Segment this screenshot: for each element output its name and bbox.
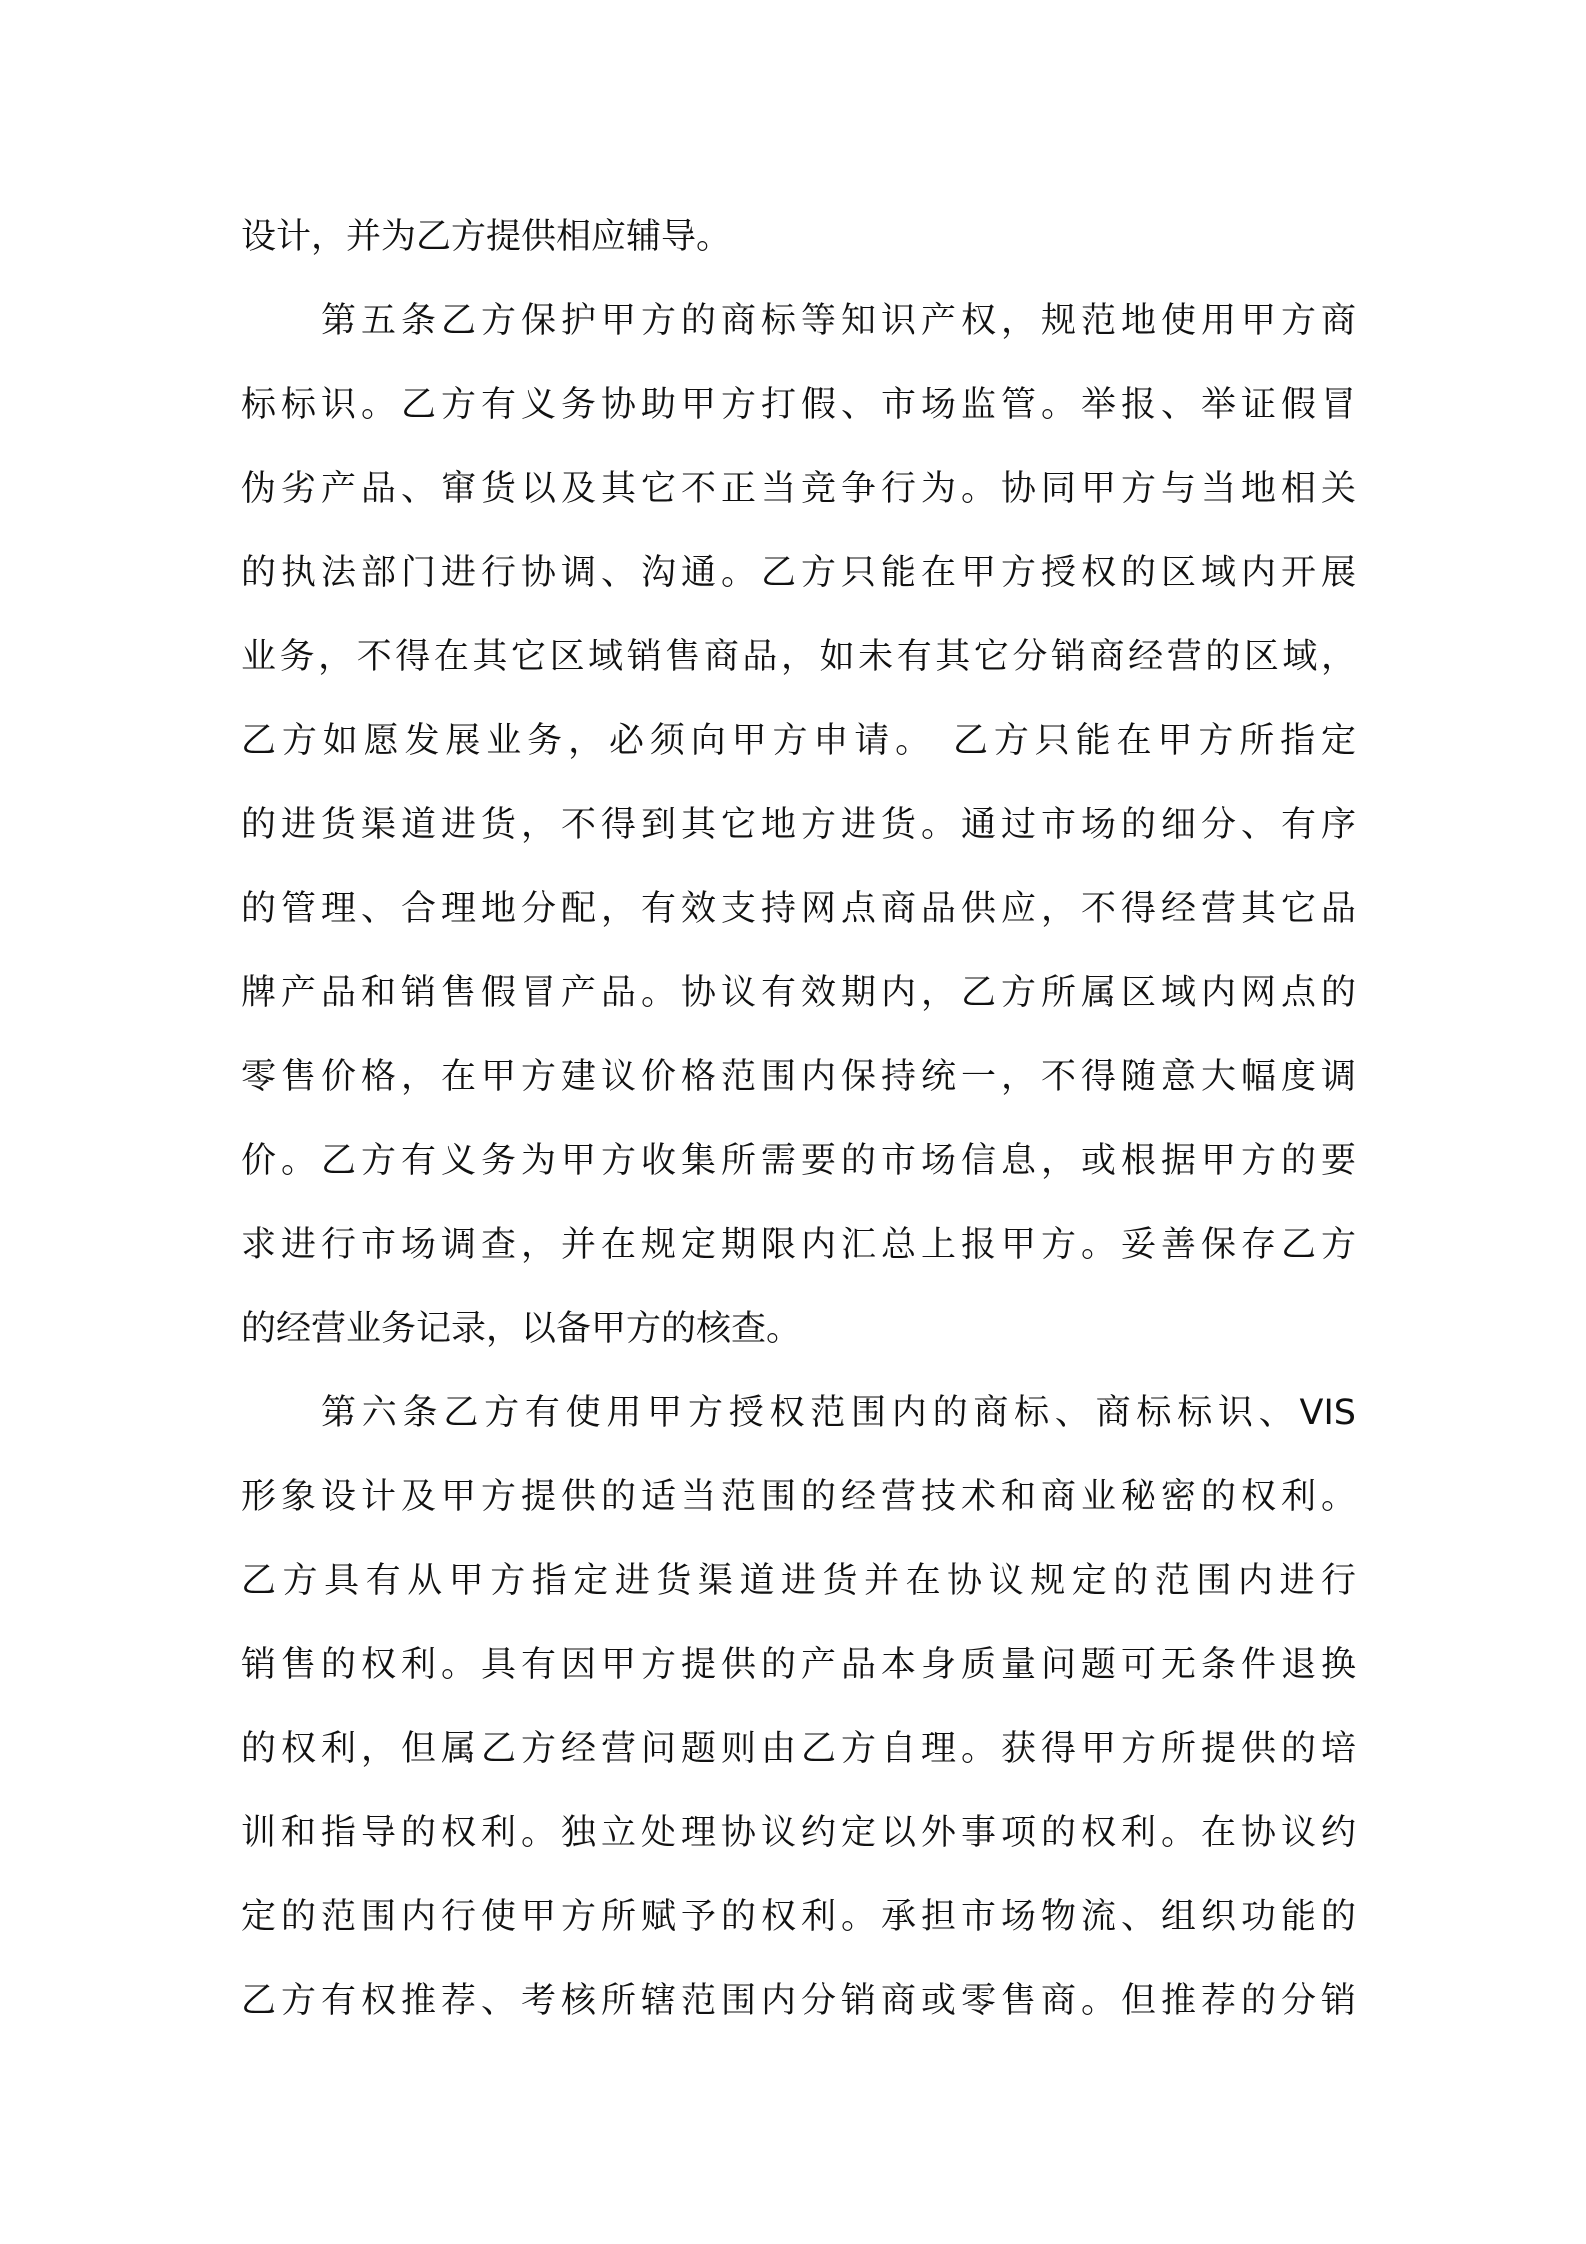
- text-line: 伪劣产品、窜货以及其它不正当竞争行为。协同甲方与当地相关: [241, 469, 1356, 509]
- text-line: 乙方具有从甲方指定进货渠道进货并在协议规定的范围内进行: [241, 1561, 1356, 1601]
- text-line: 牌产品和销售假冒产品。协议有效期内，乙方所属区域内网点的: [241, 973, 1356, 1013]
- text-line: 的权利，但属乙方经营问题则由乙方自理。获得甲方所提供的培: [241, 1729, 1356, 1769]
- text-line: 标标识。乙方有义务协助甲方打假、市场监管。举报、举证假冒: [241, 385, 1356, 425]
- text-line: 形象设计及甲方提供的适当范围的经营技术和商业秘密的权利。: [241, 1477, 1356, 1517]
- text-line: 定的范围内行使甲方所赋予的权利。承担市场物流、组织功能的: [241, 1897, 1356, 1937]
- text-line: 的管理、合理地分配，有效支持网点商品供应，不得经营其它品: [241, 889, 1356, 929]
- text-line: 设计，并为乙方提供相应辅导。: [241, 217, 732, 257]
- text-line: 价。乙方有义务为甲方收集所需要的市场信息，或根据甲方的要: [241, 1141, 1356, 1181]
- contract-text: [241, 195, 1356, 2043]
- text-line: 的进货渠道进货，不得到其它地方进货。通过市场的细分、有序: [241, 805, 1356, 845]
- text-line: 乙方有权推荐、考核所辖范围内分销商或零售商。但推荐的分销: [241, 1981, 1356, 2021]
- text-line: 零售价格，在甲方建议价格范围内保持统一，不得随意大幅度调: [241, 1057, 1356, 1097]
- article-5-start-line: 第五条乙方保护甲方的商标等知识产权，规范地使用甲方商: [321, 301, 1356, 341]
- text-line: 销售的权利。具有因甲方提供的产品本身质量问题可无条件退换: [241, 1645, 1356, 1685]
- text-line: 的经营业务记录，以备甲方的核查。: [241, 1309, 802, 1349]
- text-line: 求进行市场调查，并在规定期限内汇总上报甲方。妥善保存乙方: [241, 1225, 1356, 1265]
- text-line: 训和指导的权利。独立处理协议约定以外事项的权利。在协议约: [241, 1813, 1356, 1853]
- text-line: 的执法部门进行协调、沟通。乙方只能在甲方授权的区域内开展: [241, 553, 1356, 593]
- text-line: 业务，不得在其它区域销售商品，如未有其它分销商经营的区域，: [241, 637, 1356, 677]
- text-line: 乙方如愿发展业务，必须向甲方申请。 乙方只能在甲方所指定: [241, 721, 1356, 761]
- article-6-start-line: 第六条乙方有使用甲方授权范围内的商标、商标标识、VIS: [321, 1393, 1356, 1433]
